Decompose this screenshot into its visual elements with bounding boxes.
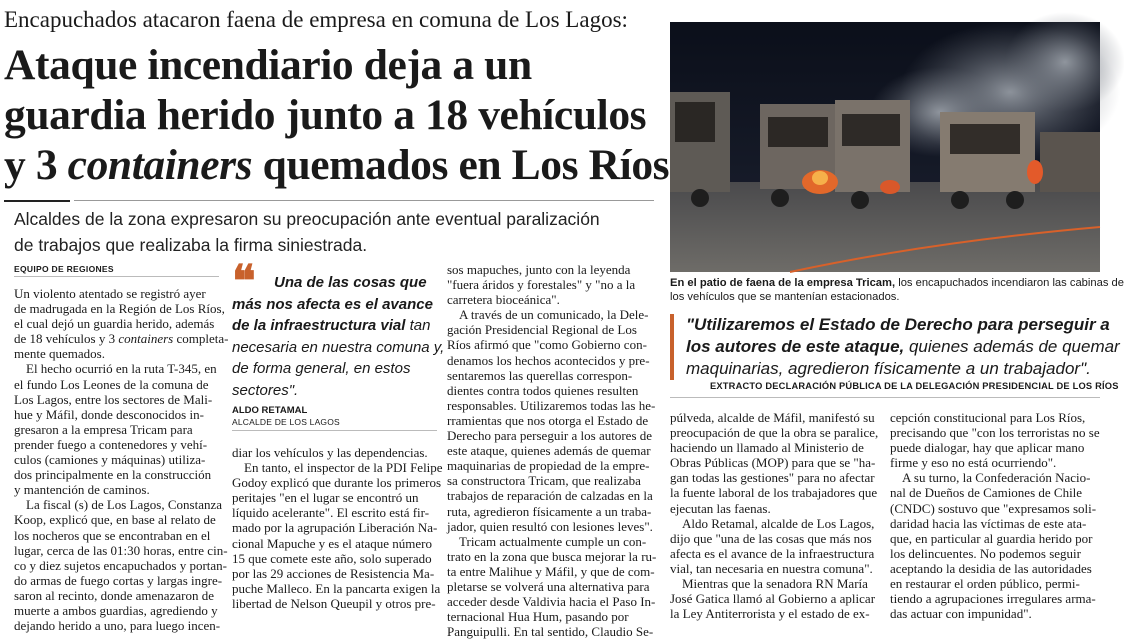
- text-line: puede dialogar, hay que aplicar mano: [890, 440, 1085, 456]
- text-line: preocupación de que la obra se paralice,: [670, 425, 879, 441]
- text-line: prender fuego a contenedores y vehí-: [14, 436, 208, 452]
- text-line: trabajos de reparación de calzadas en la: [447, 488, 653, 504]
- news-photo: [670, 22, 1100, 272]
- headline: [4, 40, 670, 190]
- text-line: que, en particular al guardia herido por: [890, 530, 1093, 546]
- highlight-quote: [670, 314, 1120, 380]
- text-line: puche Malleco. En la pancarta exigen la: [232, 580, 441, 596]
- text-line: gación Presidencial Regional de Los: [447, 322, 637, 338]
- headline-line-2: guardia herido junto a 18 vehículos: [4, 91, 647, 139]
- deck-line-2: de trabajos que realizaba la firma siniestrada.: [14, 235, 368, 255]
- highlight-quote-line: "Utilizaremos el Estado de Derecho para perseguir a: [686, 315, 1110, 334]
- body-column-1: [14, 286, 229, 634]
- text-line: ta entre Malihue y Máfil, y que de com-: [447, 563, 655, 579]
- body-column-2: [232, 445, 443, 611]
- text-line: muerte a ambos guardias, agrediendo y: [14, 602, 218, 618]
- text-line: Mientras que la senadora RN María: [682, 576, 868, 592]
- deck-line-1: Alcaldes de la zona expresaron su preocupación ante eventual paralización: [14, 209, 600, 229]
- text-line: sa constructora Tricam, que realizaba: [447, 473, 641, 489]
- article-kicker: Encapuchados atacaron faena de empresa en comuna de Los Lagos:: [4, 7, 628, 32]
- headline-rule-short: [4, 200, 70, 202]
- text-line: y mantención de caminos.: [14, 482, 150, 498]
- text-line: mado por la agrupación Liberación Na-: [232, 520, 438, 536]
- headline-rule-long: [74, 200, 654, 201]
- text-line: Tricam actualmente cumple un con-: [459, 533, 647, 549]
- text-line: Godoy explicó que durante los primeros: [232, 475, 442, 491]
- deck: [14, 206, 654, 258]
- burned-trucks-photo: [670, 22, 1100, 272]
- opening-quote-icon: ❝: [232, 257, 256, 306]
- text-line: Koop, explicó que, en base al relato de: [14, 512, 216, 528]
- text-line: daridad hacia las víctimas de este ata-: [890, 515, 1087, 531]
- text-line: carretera bioceánica".: [447, 292, 560, 308]
- pull-quote-line: necesaria en nuestra comuna y,: [232, 338, 445, 356]
- text-line: afecta es el avance de la infraestructura: [670, 545, 875, 561]
- text-line: co y diez sujetos encapuchados y portan-: [14, 557, 227, 573]
- text-line: A su turno, la Confederación Nacio-: [902, 470, 1091, 486]
- text-line: Panguipulli. En tal sentido, Claudio Se-: [447, 624, 654, 639]
- text-line: hue y Máfil, donde desconocidos in-: [14, 406, 204, 422]
- highlight-quote-rule: [670, 397, 1100, 398]
- text-line: saron al recinto, donde amenazaron de: [14, 587, 214, 603]
- text-line: Ríos afirmó que "como Gobierno con-: [447, 337, 647, 353]
- text-line: maquinarias de propiedad de la empre-: [447, 458, 650, 474]
- text-line: púlveda, alcalde de Máfil, manifestó su: [670, 410, 875, 425]
- text-line: trato en la zona que busca mejorar la ru-: [447, 548, 657, 564]
- text-line: haciendo un llamado al Ministerio de: [670, 440, 864, 456]
- text-line: la Ley Antiterrorista y el estado de ex-: [670, 606, 870, 622]
- text-line: este ataque, quienes además de quemar: [447, 443, 651, 459]
- text-line: pletarse se volverá una alternativa para: [447, 578, 650, 594]
- text-line: jador, quien resultó con lesiones leves".: [447, 518, 653, 534]
- text-line: dejando herido a uno, para luego incen-: [14, 618, 221, 634]
- text-line: Derecho para perseguir a los autores de: [447, 428, 653, 444]
- text-line: En tanto, el inspector de la PDI Felipe: [244, 460, 443, 476]
- text-line: por las 29 acciones de Resistencia Ma-: [232, 565, 435, 581]
- text-line: firme y eso no está ocurriendo".: [890, 455, 1057, 471]
- text-line: peritajes "en el lugar se encontró un: [232, 490, 419, 506]
- text-line: sentaremos las querellas correspon-: [447, 367, 633, 383]
- text-line: en restaurar el orden público, permi-: [890, 576, 1080, 592]
- body-column-3: [447, 262, 655, 639]
- pull-quote-line: Una de las cosas que: [274, 274, 427, 291]
- text-line: nal de Dueños de Camiones de Chile: [890, 485, 1083, 501]
- pull-quote-role: ALCALDE DE LOS LAGOS: [232, 417, 340, 427]
- text-line: José Gatica llamó al Gobierno a aplicar: [670, 591, 876, 607]
- text-line: de 18 vehículos y 3 containers completa-: [14, 331, 229, 347]
- text-line: Los Lagos, entre los sectores de Mali-: [14, 391, 213, 407]
- text-line: dos principalmente en la construcción: [14, 467, 212, 483]
- text-line: vial, tan necesaria en nuestra comuna".: [670, 560, 873, 576]
- text-line: Un violento atentado se registró ayer: [14, 286, 206, 301]
- headline-line-3-pre: y 3: [4, 141, 68, 189]
- byline: EQUIPO DE REGIONES: [14, 264, 219, 277]
- text-line: cepción constitucional para Los Ríos,: [890, 410, 1086, 425]
- text-line: de madrugada en la Región de Los Ríos,: [14, 301, 225, 317]
- text-line: 15 que comete este año, solo superado: [232, 550, 432, 566]
- text-line: ejecutan las faenas.: [670, 500, 771, 516]
- text-line: libertad de Nelson Queupil y otros pre-: [232, 595, 436, 611]
- text-line: aceptando la desidia de las autoridades: [890, 560, 1092, 576]
- headline-line-3-post: quemados en Los Ríos: [252, 141, 670, 189]
- pull-quote-author: ALDO RETAMAL: [232, 405, 308, 416]
- text-line: Obras Públicas (MOP) para que se "ha-: [670, 455, 876, 471]
- text-line: "fuera áridos y forestales" y "no a la: [447, 277, 636, 293]
- pull-quote-line: sectores".: [232, 381, 299, 399]
- text-line: cional Mapuche y es el ataque número: [232, 535, 432, 551]
- text-line: los delincuentes. No podemos seguir: [890, 545, 1081, 561]
- pull-quote-line: de forma general, en estos: [232, 360, 411, 377]
- pull-quote-rule: [232, 430, 437, 431]
- pull-quote-text: [232, 272, 445, 401]
- text-line: dijo que "una de las cosas que más nos: [670, 530, 872, 546]
- text-line: culos (camiones y máquinas) utiliza-: [14, 452, 206, 468]
- text-line: líquido acelerante". El escrito está fir-: [232, 505, 430, 521]
- text-line: La fiscal (s) de Los Lagos, Constanza: [26, 497, 223, 513]
- text-line: precisando que "con los terroristas no se: [890, 425, 1100, 441]
- text-line: ternacional Hua Hum, pasando por: [447, 609, 629, 625]
- text-line: diar los vehículos y las dependencias.: [232, 445, 428, 460]
- body-column-5: [890, 410, 1100, 621]
- photo-caption: [670, 276, 1124, 304]
- text-line: denamos los hechos acontecidos y pre-: [447, 352, 650, 368]
- pull-quote-line: más nos afecta es el avance: [232, 295, 433, 313]
- headline-line-3-italic: containers: [67, 141, 253, 189]
- pull-quote-line: de la infraestructura vial tan: [232, 317, 431, 334]
- text-line: Aldo Retamal, alcalde de Los Lagos,: [682, 515, 875, 531]
- headline-line-1: Ataque incendiario deja a un: [4, 41, 532, 89]
- caption-line-1: En el patio de faena de la empresa Tricam, los encapuchados incendiaron las cabinas de: [670, 277, 1124, 289]
- text-line: dientes contra todos quienes resulten: [447, 382, 639, 398]
- body-column-4: [670, 410, 878, 621]
- text-line: lugar, cerca de las 01:30 horas, entre cin-: [14, 542, 228, 558]
- text-line: acceder desde Valdivia hacia el Paso In-: [447, 594, 656, 610]
- highlight-quote-line: maquinarias, agredieron físicamente a un trabajador".: [686, 359, 1091, 378]
- caption-line-2: los vehículos que se mantenían estacionados.: [670, 291, 900, 303]
- text-line: sos mapuches, junto con la leyenda: [447, 262, 631, 277]
- text-line: gan todas las gestiones" para no afectar: [670, 470, 875, 486]
- text-line: das actuar con impunidad".: [890, 606, 1032, 622]
- highlight-quote-source: EXTRACTO DECLARACIÓN PÚBLICA DE LA DELEGACIÓN PRESIDENCIAL DE LOS RÍOS: [710, 381, 1119, 391]
- italic-word: containers: [118, 331, 174, 347]
- text-line: el cual dejó un guardia herido, además: [14, 316, 215, 332]
- text-line: do armas de fuego cortas y largas ingre-: [14, 572, 223, 588]
- text-line: los nocheros que se encontraban en el: [14, 527, 211, 543]
- text-line: A través de un comunicado, la Dele-: [459, 307, 649, 323]
- text-line: rramientas que nos otorga el Estado de: [447, 412, 649, 428]
- highlight-quote-line: los autores de este ataque, quienes además de quemar: [686, 337, 1120, 356]
- text-line: responsables. Utilizaremos todas las he-: [447, 397, 656, 413]
- text-line: tiendo a agrupaciones irregulares arma-: [890, 591, 1096, 607]
- text-line: el fundo Los Leones de la comuna de: [14, 376, 209, 392]
- text-line: mente quemados.: [14, 346, 105, 362]
- text-line: la fuente laboral de los trabajadores que: [670, 485, 878, 501]
- text-line: gresaron a la empresa Tricam para: [14, 421, 193, 437]
- text-line: El hecho ocurrió en la ruta T-345, en: [26, 361, 217, 377]
- headline-line-3: [4, 140, 670, 190]
- text-line: ruta, agredieron físicamente a un traba-: [447, 503, 652, 519]
- text-line: (CNDC) sostuvo que "expresamos soli-: [890, 500, 1097, 516]
